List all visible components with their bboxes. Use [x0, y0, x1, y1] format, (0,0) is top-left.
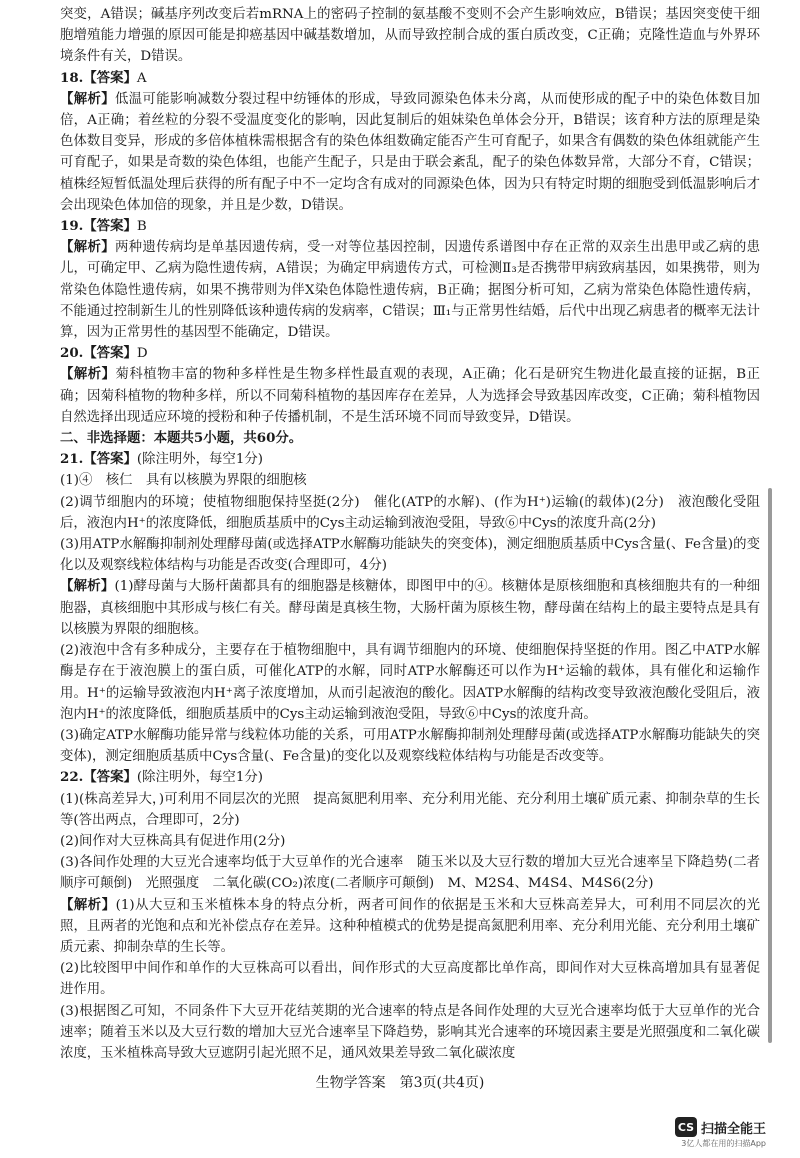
- paragraph: [60, 470, 760, 491]
- scrollbar[interactable]: [768, 488, 772, 1043]
- paragraph: [60, 364, 760, 428]
- paragraph-text: (2)液泡中含有多种成分，主要存在于植物细胞中，具有调节细胞内的环境、使细胞保持坚挺的作用。图乙中ATP水解酶是存在于液泡膜上的蛋白质，可催化ATP的水解，同时ATP水解酶还可以作为H⁺运输的载体，具有催化和运输作用。H⁺的运输导致液泡内H⁺离子浓度增加，从而引起液泡的酸化。因ATP水解酶的结构改变导致液泡酸化受阻后，液泡内H⁺的浓度降低，细胞质基质中的Cys主动运输到液泡受阻，导致⑥中Cys的浓度升高。: [60, 643, 760, 722]
- paragraph-text: (3)根据图乙可知，不同条件下大豆开花结荚期的光合速率的特点是各间作处理的大豆光合速率均低于大豆单作的光合速率；随着玉米以及大豆行数的增加大豆光合速率呈下降趋势，影响其光合速率的环境因素主要是光照强度和二氧化碳浓度，玉米植株高导致大豆遮阴引起光照不足，通风效果差导致二氧化碳浓度: [60, 1003, 760, 1061]
- paragraph: [60, 4, 760, 68]
- watermark-app-name: 扫描全能王: [700, 1121, 766, 1137]
- paragraph-label: 【解析】: [60, 366, 116, 383]
- paragraph: [60, 831, 760, 852]
- paragraph: [60, 725, 760, 767]
- paragraph-text: 二、非选择题：本题共5小题，共60分。: [60, 430, 303, 447]
- paragraph: [60, 895, 760, 959]
- paragraph: [60, 534, 760, 576]
- paragraph: [60, 89, 760, 216]
- paragraph-label: 【解析】: [60, 239, 115, 256]
- paragraph-text: (除注明外，每空1分): [136, 452, 263, 468]
- paragraph-text: (3)各间作处理的大豆光合速率均低于大豆单作的光合速率 随玉米以及大豆行数的增加大豆光合速率呈下降趋势(二者顺序可颠倒) 光照强度 二氧化碳(CO₂)浓度(二者顺序可颠倒) M、M2S4、M4S4、M4S6(2分): [60, 855, 760, 892]
- paragraph: [60, 492, 760, 534]
- paragraph-label: 【解析】: [60, 896, 116, 913]
- paragraph-label: 20.【答案】: [60, 345, 137, 362]
- paragraph-text: (3)确定ATP水解酶功能异常与线粒体功能的关系，可用ATP水解酶抑制剂处理酵母菌(或选择ATP水解酶功能缺失的突变体)，测定细胞质基质中Cys含量(、Fe含量)的变化以及观察线粒体结构与功能是否改变等。: [60, 727, 760, 765]
- paragraph-text: D: [136, 346, 148, 362]
- paragraph-text: 菊科植物丰富的物种多样性是生物多样性最直观的表现，A正确；化石是研究生物进化最直接的证据，B正确；因菊科植物的物种多样，所以不同菊科植物的基因库存在差异，人为选择会导致基因库改变，C正确；菊科植物因自然选择出现适应环境的授粉和种子传播机制，不是生活环境不同而导致变异，D错误。: [60, 367, 760, 425]
- paragraph-text: (1)从大豆和玉米植株本身的特点分析，两者可间作的依据是玉米和大豆株高差异大，可利用不同层次的光照，且两者的光饱和点和光补偿点存在差异。这种种植模式的优势是提高氮肥利用率、充分利用光能、充分利用土壤矿质元素、抑制杂草的生长等。: [60, 897, 761, 955]
- paragraph-text: (1)④ 核仁 具有以核膜为界限的细胞核: [60, 473, 307, 489]
- paragraph: [60, 767, 760, 788]
- paragraph: [60, 449, 760, 470]
- paragraph: [60, 640, 760, 725]
- paragraph: [60, 789, 760, 831]
- paragraph-text: (2)调节细胞内的环境；使植物细胞保持坚挺(2分) 催化(ATP的水解)、(作为H⁺)运输(的载体)(2分) 液泡酸化受阻后，液泡内H⁺的浓度降低，细胞质基质中的Cys主动运输到液泡受阻，导致⑥中Cys的浓度升高(2分): [60, 494, 760, 531]
- paragraph: [60, 216, 760, 237]
- paragraph-text: A: [136, 70, 147, 86]
- paragraph: [60, 576, 760, 640]
- paragraph: [60, 852, 760, 894]
- paragraph: [60, 68, 760, 89]
- paragraph-text: (3)用ATP水解酶抑制剂处理酵母菌(或选择ATP水解酶功能缺失的突变体)，测定细胞质基质中Cys含量(、Fe含量)的变化以及观察线粒体结构与功能是否改变(合理即可，4分): [60, 537, 760, 574]
- paragraph-text: (2)比较图甲中间作和单作的大豆株高可以看出，间作形式的大豆高度都比单作高，即间作对大豆株高增加具有显著促进作用。: [60, 961, 760, 998]
- paragraph-text: (除注明外，每空1分): [136, 770, 263, 786]
- camscanner-logo-icon: CS: [675, 1117, 697, 1137]
- paragraph-text: (2)间作对大豆株高具有促进作用(2分): [60, 833, 286, 849]
- section-heading: [60, 428, 760, 449]
- paragraph-label: 22.【答案】: [60, 769, 137, 786]
- paragraph: [60, 958, 760, 1000]
- paragraph: [60, 237, 760, 343]
- paragraph-text: 低温可能影响减数分裂过程中纺锤体的形成，导致同源染色体未分离，从而使形成的配子中的染色体数目加倍，A正确；着丝粒的分裂不受温度变化的影响，因此复制后的姐妹染色单体会分开，B错误；该育种方法的原理是染色体数目变异，形成的多倍体植株需根据含有的染色体组数确定能否产生可育配子，如果含有偶数的染色体组就能产生可育配子，如果是奇数的染色体组，也能产生配子，只是由于联会紊乱，配子的染色体数异常，大部分不育，C错误；植株经短暂低温处理后获得的所有配子中不一定均含有成对的同源染色体，因为只有特定时期的细胞受到低温影响后才会出现染色体加倍的现象，并且是少数，D错误。: [60, 91, 761, 213]
- answer-page: [60, 4, 760, 1064]
- paragraph-text: (1)(株高差异大，)可利用不同层次的光照 提高氮肥利用率、充分利用光能、充分利用土壤矿质元素、抑制杂草的生长等(答出两点，合理即可，2分): [60, 791, 760, 828]
- paragraph-text: B: [136, 219, 147, 235]
- paragraph-label: 18.【答案】: [60, 69, 137, 86]
- paragraph-label: 19.【答案】: [60, 218, 137, 235]
- paragraph-label: 21.【答案】: [60, 451, 137, 468]
- paragraph: [60, 1001, 760, 1065]
- paragraph-list: [60, 4, 760, 1064]
- paragraph-text: 突变，A错误；碱基序列改变后若mRNA上的密码子控制的氨基酸不变则不会产生影响效应，B错误；基因突变使干细胞增殖能力增强的原因可能是抑癌基因中碱基数增加，从而导致控制合成的蛋白质改变，C正确；克隆性造血与外界环境条件有关，D错误。: [60, 7, 760, 65]
- paragraph: [60, 343, 760, 364]
- page-footer: 生物学答案 第3页(共4页): [315, 1075, 485, 1091]
- scanner-watermark: [675, 1117, 766, 1149]
- paragraph-label: 【解析】: [60, 578, 115, 595]
- paragraph-label: 【解析】: [60, 90, 115, 107]
- paragraph-text: 两种遗传病均是单基因遗传病，受一对等位基因控制，因遗传系谱图中存在正常的双亲生出患甲或乙病的患儿，可确定甲、乙病为隐性遗传病，A错误；为确定甲病遗传方式，可检测Ⅱ₃是否携带甲病致病基因，如果携带，则为常染色体隐性遗传病，如果不携带则为伴X染色体隐性遗传病，B正确；据图分析可知，乙病为常染色体隐性遗传病，不能通过控制新生儿的性别降低该种遗传病的发病率，C错误；Ⅲ₁与正常男性结婚，后代中出现乙病患者的概率无法计算，因为正常男性的基因型不能确定，D错误。: [60, 240, 761, 341]
- watermark-tagline: 3亿人都在用的扫描App: [681, 1139, 766, 1148]
- paragraph-text: (1)酵母菌与大肠杆菌都具有的细胞器是核糖体，即图甲中的④。核糖体是原核细胞和真核细胞共有的一种细胞器，真核细胞中其形成与核仁有关。酵母菌是真核生物，大肠杆菌为原核生物，酵母菌在结构上的最主要特点是具有以核膜为界限的细胞核。: [60, 579, 760, 637]
